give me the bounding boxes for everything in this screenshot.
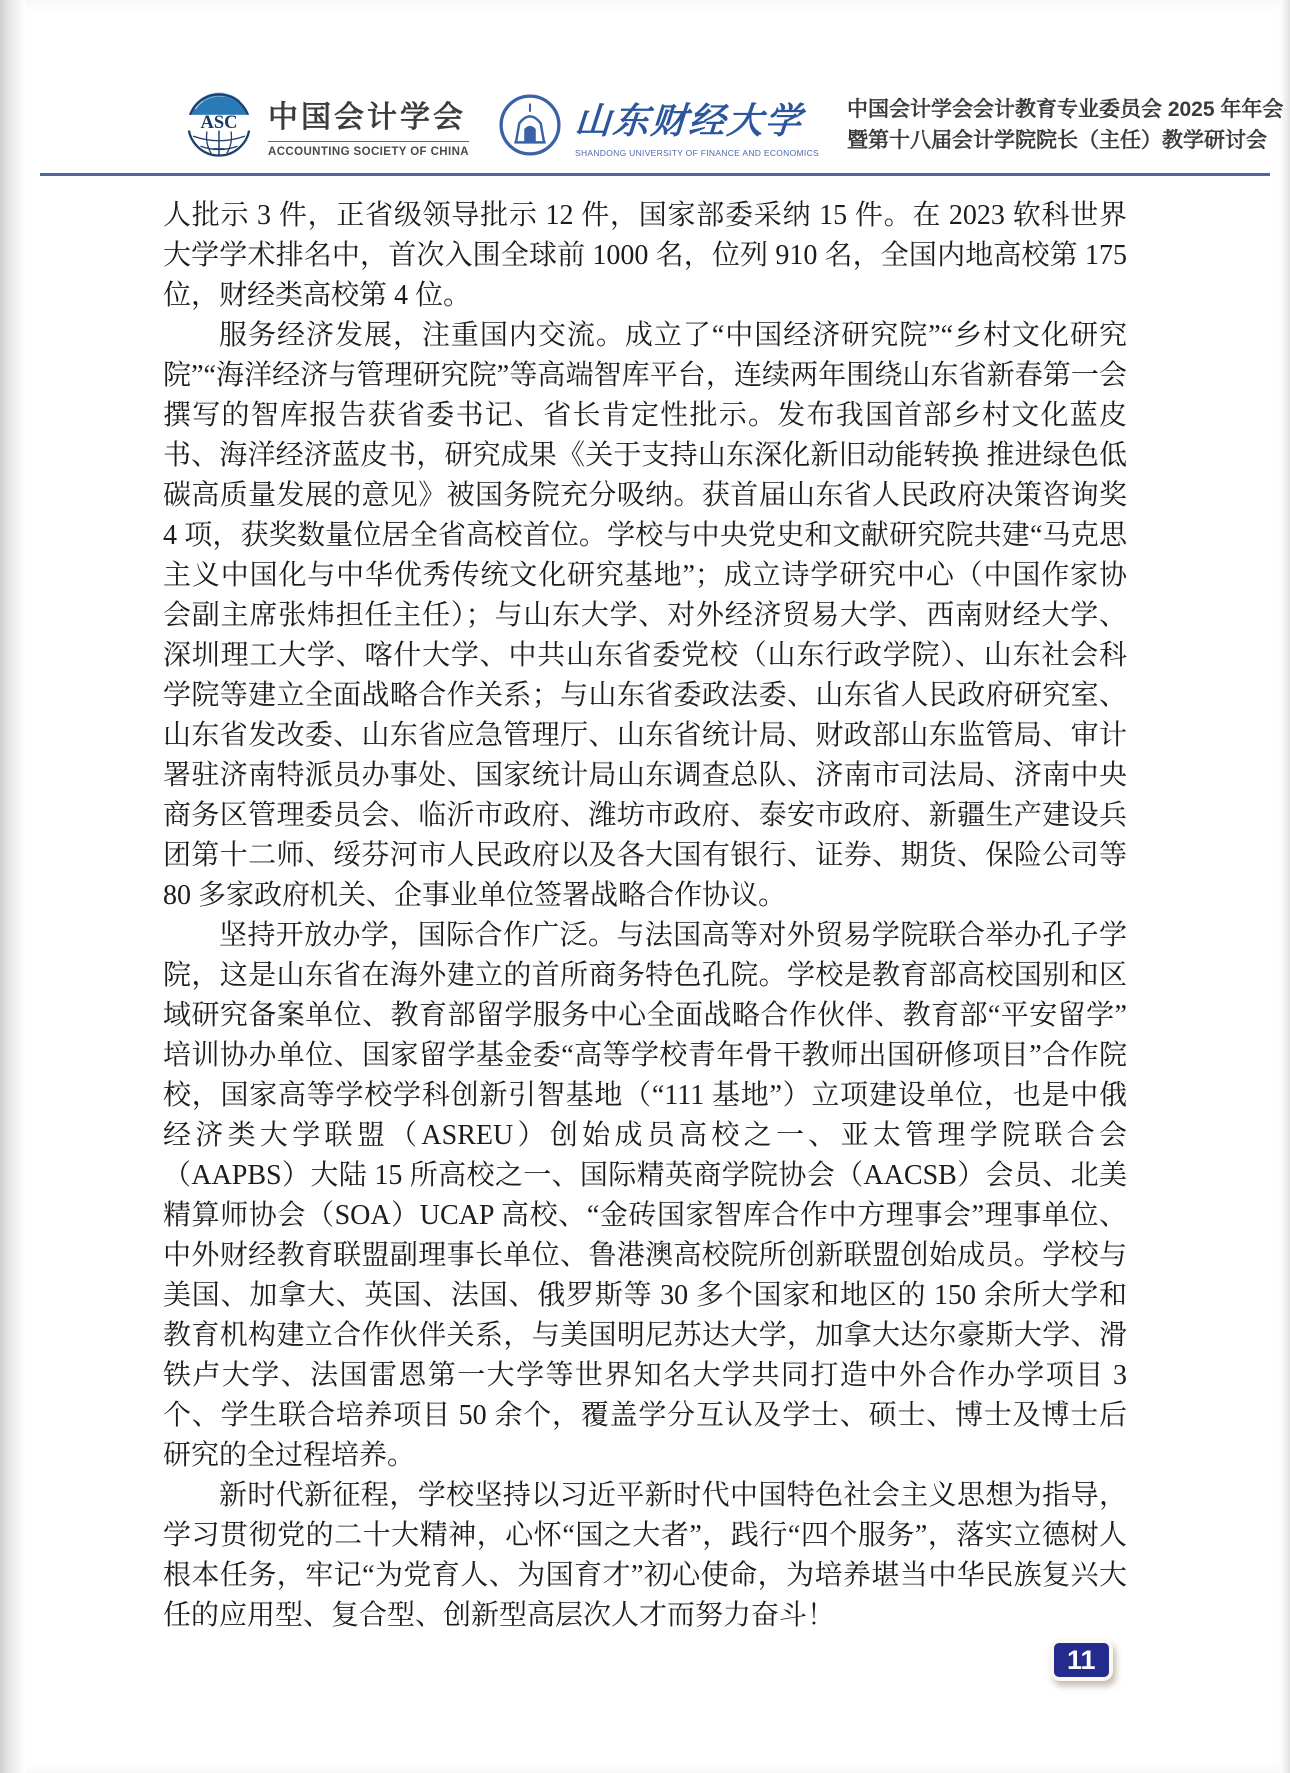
asc-name-cn: 中国会计学会 — [268, 101, 466, 134]
sdufe-text-block — [575, 93, 819, 158]
sdufe-seal-icon — [497, 92, 563, 158]
page-number: 11 — [1054, 1643, 1109, 1677]
page-number-badge — [1050, 1639, 1113, 1681]
svg-text:ASC: ASC — [200, 113, 238, 134]
page-left-edge — [0, 0, 26, 1773]
sdufe-name-cn: 山东财经大学 — [573, 100, 805, 141]
document-header — [0, 0, 1290, 162]
body-paragraph: 新时代新征程，学校坚持以习近平新时代中国特色社会主义思想为指导，学习贯彻党的二十大精神，心怀“国之大者”，践行“四个服务”，落实立德树人根本任务，牢记“为党育人、为国育才”初心使命，为培养堪当中华民族复兴大任的应用型、复合型、创新型高层次人才而努力奋斗！ — [163, 1480, 1127, 1631]
conference-title-line1: 中国会计学会会计教育专业委员会 2025 年年会 — [846, 98, 1284, 121]
document-body — [163, 196, 1127, 1636]
page-right-edge — [1280, 0, 1290, 1773]
sdufe-name-en: SHANDONG UNIVERSITY OF FINANCE AND ECONOMICS — [574, 147, 819, 158]
body-paragraph: 人批示 3 件，正省级领导批示 12 件，国家部委采纳 15 件。在 2023 软科世界大学学术排名中，首次入围全球前 1000 名，位列 910 名，全国内地高校第 175 位，财经类高校第 4 位。 — [163, 200, 1127, 311]
asc-name-en: ACCOUNTING SOCIETY OF CHINA — [268, 141, 469, 158]
header-divider — [40, 173, 1270, 176]
conference-title-line2: 暨第十八届会计学院院长（主任）教学研讨会 — [846, 129, 1267, 152]
body-paragraph: 坚持开放办学，国际合作广泛。与法国高等对外贸易学院联合举办孔子学院，这是山东省在海外建立的首所商务特色孔院。学校是教育部高校国别和区域研究备案单位、教育部留学服务中心全面战略合作伙伴、教育部“平安留学”培训协办单位、国家留学基金委“高等学校青年骨干教师出国研修项目”合作院校，国家高等学校学科创新引智基地（“111 基地”）立项建设单位，也是中俄经济类大学联盟（ASREU）创始成员高校之一、亚太管理学院联合会（AAPBS）大陆 15 所高校之一、国际精英商学院协会（AACSB）会员、北美精算师协会（SOA）UCAP 高校、“金砖国家智库合作中方理事会”理事单位、中外财经教育联盟副理事长单位、鲁港澳高校院所创新联盟创始成员。学校与美国、加拿大、英国、法国、俄罗斯等 30 多个国家和地区的 150 余所大学和教育机构建立合作伙伴关系，与美国明尼苏达大学，加拿大达尔豪斯大学、滑铁卢大学、法国雷恩第一大学等世界知名大学共同打造中外合作办学项目 3 个、学生联合培养项目 50 余个，覆盖学分互认及学士、硕士、博士及博士后研究的全过程培养。 — [163, 920, 1127, 1471]
body-paragraph: 服务经济发展，注重国内交流。成立了“中国经济研究院”“乡村文化研究院”“海洋经济与管理研究院”等高端智库平台，连续两年围绕山东省新春第一会撰写的智库报告获省委书记、省长肯定性批示。发布我国首部乡村文化蓝皮书、海洋经济蓝皮书，研究成果《关于支持山东深化新旧动能转换 推进绿色低碳高质量发展的意见》被国务院充分吸纳。获首届山东省人民政府决策咨询奖 4 项，获奖数量位居全省高校首位。学校与中央党史和文献研究院共建“马克思主义中国化与中华优秀传统文化研究基地”；成立诗学研究中心（中国作家协会副主席张炜担任主任）；与山东大学、对外经济贸易大学、西南财经大学、深圳理工大学、喀什大学、中共山东省委党校（山东行政学院）、山东社会科学院等建立全面战略合作关系；与山东省委政法委、山东省人民政府研究室、山东省发改委、山东省应急管理厅、山东省统计局、财政部山东监管局、审计署驻济南特派员办事处、国家统计局山东调查总队、济南市司法局、济南中央商务区管理委员会、临沂市政府、潍坊市政府、泰安市政府、新疆生产建设兵团第十二师、绥芬河市人民政府以及各大国有银行、证券、期货、保险公司等 80 多家政府机关、企事业单位签署战略合作协议。 — [163, 320, 1127, 911]
conference-title — [847, 94, 1283, 156]
sdufe-brand — [497, 92, 819, 158]
asc-globe-icon — [182, 88, 256, 162]
asc-text-block — [268, 92, 469, 158]
asc-brand — [182, 88, 469, 162]
